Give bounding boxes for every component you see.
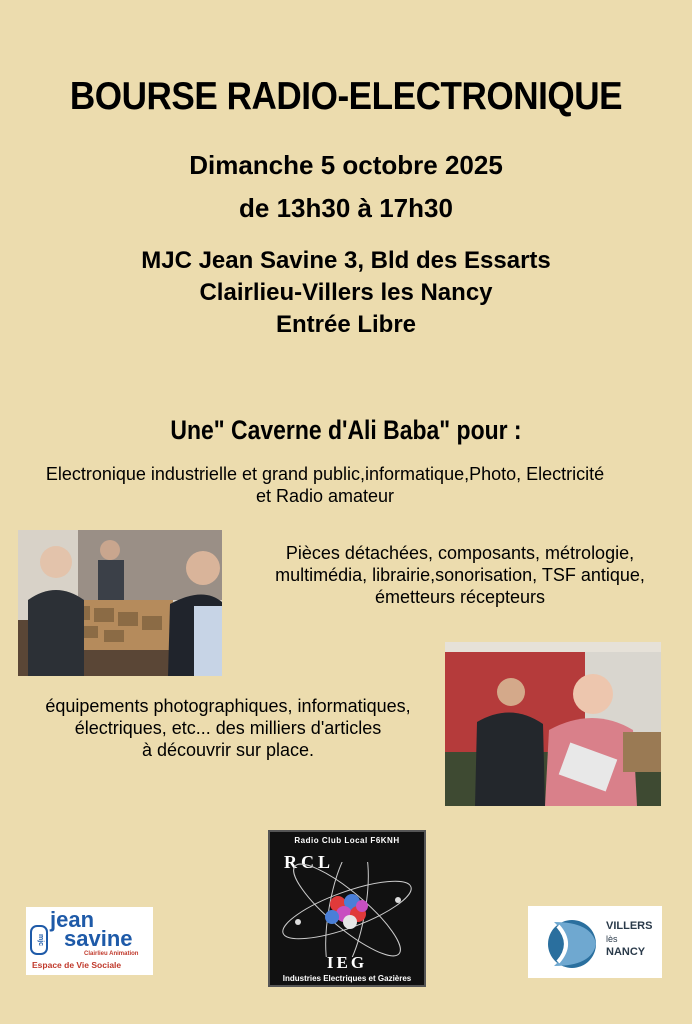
villers-emblem-icon xyxy=(544,918,600,970)
paragraph-line: multimédia, librairie,sonorisation, TSF antique, xyxy=(275,565,645,585)
poster-title: BOURSE RADIO-ELECTRONIQUE xyxy=(69,75,623,118)
nancy-word: NANCY xyxy=(606,946,646,958)
paragraph-line: électriques, etc... des milliers d'articles xyxy=(74,718,382,738)
paragraph-equipment xyxy=(8,695,448,761)
paragraph-line: à découvrir sur place. xyxy=(141,740,315,760)
paragraph-parts xyxy=(250,542,670,608)
venue-city: Clairlieu-Villers les Nancy xyxy=(199,279,493,306)
les-word: lès xyxy=(606,934,618,944)
rcl-acronym: RCL xyxy=(284,852,335,872)
ieg-full-name: Industries Electriques et Gazières xyxy=(282,974,412,983)
venue-address: MJC Jean Savine 3, Bld des Essarts xyxy=(141,247,551,274)
event-time: de 13h30 à 17h30 xyxy=(239,193,453,223)
villers-les-nancy-logo xyxy=(528,906,662,978)
paragraph-line: et Radio amateur xyxy=(255,486,395,506)
jean-subtitle: Clairlieu Animation xyxy=(84,951,139,957)
paragraph-line: équipements photographiques, informatiques, xyxy=(45,696,411,716)
paragraph-line: Pièces détachées, composants, métrologie, xyxy=(285,543,635,563)
ieg-acronym: IEG xyxy=(326,953,368,972)
rcl-ieg-logo xyxy=(268,830,426,987)
mjc-badge: mjc xyxy=(30,925,48,955)
entry-info: Entrée Libre xyxy=(275,311,417,338)
atom-icon xyxy=(270,862,424,957)
market-photo-left xyxy=(18,530,222,676)
villers-word: VILLERS xyxy=(606,920,653,932)
jean-word: jean xyxy=(50,907,95,932)
jean-savine-logo xyxy=(26,907,153,975)
paragraph-line: émetteurs récepteurs xyxy=(374,587,546,607)
savine-word: savine xyxy=(64,926,133,951)
paragraph-line: Electronique industrielle et grand public,informatique,Photo, Electricité xyxy=(45,464,605,484)
jean-tagline: Espace de Vie Sociale xyxy=(32,960,122,970)
rcl-club-name: Radio Club Local F6KNH xyxy=(294,836,400,845)
paragraph-electronics xyxy=(0,463,650,507)
market-photo-right xyxy=(445,642,661,806)
cavern-heading: Une" Caverne d'Ali Baba" pour : xyxy=(170,415,522,445)
event-date: Dimanche 5 octobre 2025 xyxy=(189,150,503,180)
